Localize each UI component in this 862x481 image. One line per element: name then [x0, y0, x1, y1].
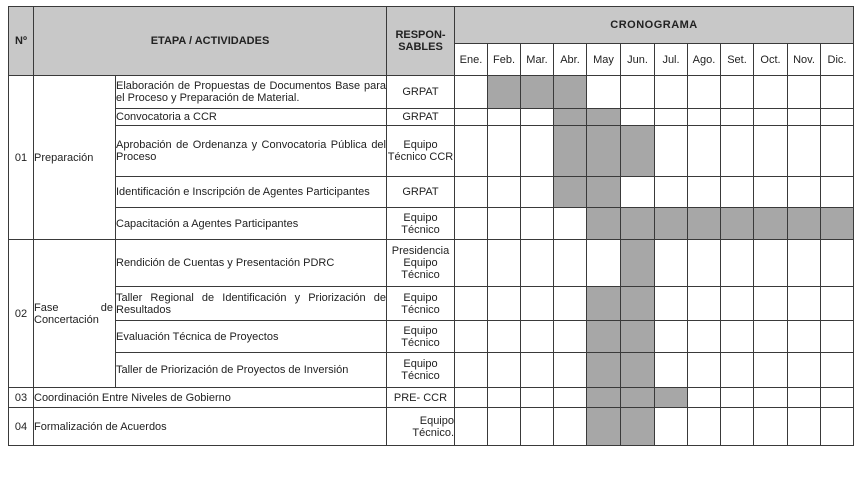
activity-text: Convocatoria a CCR — [116, 109, 387, 126]
schedule-cell — [754, 126, 788, 177]
month-header-9: Set. — [721, 44, 754, 76]
schedule-cell — [788, 353, 821, 388]
month-header-4: Abr. — [554, 44, 587, 76]
schedule-cell — [788, 76, 821, 109]
schedule-cell — [455, 388, 488, 408]
responsible: Equipo Técnico — [387, 353, 455, 388]
schedule-cell — [688, 240, 721, 287]
schedule-cell-active — [554, 109, 587, 126]
schedule-cell-active — [655, 208, 688, 240]
schedule-cell — [554, 287, 587, 321]
schedule-cell-active — [587, 321, 621, 353]
schedule-cell — [488, 321, 521, 353]
schedule-cell — [488, 353, 521, 388]
schedule-cell-active — [621, 287, 655, 321]
schedule-cell — [455, 76, 488, 109]
schedule-cell — [455, 177, 488, 208]
activity-text: Capacitación a Agentes Participantes — [116, 208, 387, 240]
schedule-cell — [621, 76, 655, 109]
month-header-7: Jul. — [655, 44, 688, 76]
schedule-cell — [688, 126, 721, 177]
schedule-cell-active — [621, 353, 655, 388]
schedule-cell — [554, 388, 587, 408]
schedule-cell — [655, 177, 688, 208]
schedule-cell — [821, 126, 854, 177]
schedule-cell-active — [554, 126, 587, 177]
schedule-cell-active — [754, 208, 788, 240]
schedule-cell — [821, 287, 854, 321]
stage-number: 03 — [9, 388, 34, 408]
schedule-cell — [521, 177, 554, 208]
schedule-cell — [721, 321, 754, 353]
header-num: Nº — [9, 7, 34, 76]
schedule-cell — [688, 177, 721, 208]
schedule-body — [9, 76, 854, 446]
header-resp-line1: RESPON- — [395, 29, 446, 41]
schedule-cell — [655, 321, 688, 353]
schedule-cell — [554, 240, 587, 287]
schedule-cell — [488, 388, 521, 408]
schedule-cell — [521, 388, 554, 408]
schedule-cell-active — [621, 208, 655, 240]
schedule-cell-active — [821, 208, 854, 240]
schedule-cell — [721, 388, 754, 408]
schedule-cell — [488, 287, 521, 321]
schedule-cell — [655, 76, 688, 109]
schedule-cell — [721, 109, 754, 126]
schedule-cell — [488, 109, 521, 126]
schedule-cell — [754, 388, 788, 408]
schedule-cell-active — [621, 321, 655, 353]
stage-row — [9, 388, 854, 408]
schedule-cell — [821, 240, 854, 287]
schedule-cell — [455, 353, 488, 388]
stage-name: Formalización de Acuerdos — [34, 408, 387, 446]
schedule-cell — [455, 240, 488, 287]
schedule-cell — [488, 177, 521, 208]
schedule-cell-active — [621, 126, 655, 177]
schedule-cell-active — [587, 408, 621, 446]
schedule-cell — [554, 321, 587, 353]
month-header-3: Mar. — [521, 44, 554, 76]
schedule-cell — [488, 408, 521, 446]
schedule-cell — [721, 177, 754, 208]
activity-text: Taller Regional de Identificación y Priorización de Resultados — [116, 287, 387, 321]
stage-number: 02 — [9, 240, 34, 388]
month-header-12: Dic. — [821, 44, 854, 76]
schedule-cell — [688, 321, 721, 353]
schedule-cell — [455, 287, 488, 321]
responsible: GRPAT — [387, 76, 455, 109]
schedule-cell — [821, 321, 854, 353]
schedule-cell — [688, 408, 721, 446]
activity-row — [9, 109, 854, 126]
month-header-1: Ene. — [455, 44, 488, 76]
month-header-11: Nov. — [788, 44, 821, 76]
schedule-cell — [488, 240, 521, 287]
schedule-cell — [788, 177, 821, 208]
schedule-cell — [655, 109, 688, 126]
activity-row — [9, 208, 854, 240]
schedule-cell-active — [587, 208, 621, 240]
stage-number: 04 — [9, 408, 34, 446]
header-etapa: ETAPA / ACTIVIDADES — [34, 7, 387, 76]
schedule-cell — [688, 353, 721, 388]
responsible: GRPAT — [387, 109, 455, 126]
header-cronograma: CRONOGRAMA — [455, 7, 854, 44]
month-header-10: Oct. — [754, 44, 788, 76]
schedule-cell — [721, 76, 754, 109]
schedule-cell-active — [587, 126, 621, 177]
schedule-cell — [754, 109, 788, 126]
activity-text: Elaboración de Propuestas de Documentos Base para el Proceso y Preparación de Material. — [116, 76, 387, 109]
schedule-cell — [754, 76, 788, 109]
schedule-cell-active — [621, 240, 655, 287]
activity-text: Taller de Priorización de Proyectos de Inversión — [116, 353, 387, 388]
schedule-cell — [521, 408, 554, 446]
stage-name: Fase de Concertación — [34, 240, 116, 388]
month-header-6: Jun. — [621, 44, 655, 76]
schedule-cell — [621, 109, 655, 126]
schedule-cell — [721, 126, 754, 177]
schedule-cell — [455, 109, 488, 126]
schedule-cell — [655, 408, 688, 446]
schedule-cell — [655, 353, 688, 388]
schedule-cell — [788, 126, 821, 177]
schedule-cell-active — [554, 177, 587, 208]
schedule-cell — [821, 388, 854, 408]
schedule-cell — [655, 287, 688, 321]
activity-row — [9, 321, 854, 353]
schedule-cell — [521, 240, 554, 287]
schedule-cell — [455, 408, 488, 446]
schedule-cell — [554, 208, 587, 240]
stage-number: 01 — [9, 76, 34, 240]
schedule-cell — [788, 321, 821, 353]
schedule-cell — [754, 287, 788, 321]
schedule-cell — [754, 353, 788, 388]
activity-text: Rendición de Cuentas y Presentación PDRC — [116, 240, 387, 287]
schedule-cell — [788, 109, 821, 126]
header-responsables — [387, 7, 455, 76]
schedule-cell — [621, 177, 655, 208]
activity-row — [9, 240, 854, 287]
schedule-cell — [688, 109, 721, 126]
schedule-cell — [455, 208, 488, 240]
schedule-cell — [521, 109, 554, 126]
schedule-cell — [488, 126, 521, 177]
schedule-cell — [754, 240, 788, 287]
schedule-cell — [521, 287, 554, 321]
schedule-cell-active — [587, 287, 621, 321]
month-header-5: May — [587, 44, 621, 76]
activity-text: Identificación e Inscripción de Agentes Participantes — [116, 177, 387, 208]
schedule-cell — [821, 408, 854, 446]
schedule-cell — [788, 240, 821, 287]
responsible: Presidencia Equipo Técnico — [387, 240, 455, 287]
schedule-cell-active — [488, 76, 521, 109]
schedule-cell — [788, 287, 821, 321]
activity-row — [9, 177, 854, 208]
schedule-cell — [821, 76, 854, 109]
stage-name: Coordinación Entre Niveles de Gobierno — [34, 388, 387, 408]
schedule-table — [8, 6, 854, 446]
schedule-cell — [587, 76, 621, 109]
activity-row — [9, 287, 854, 321]
schedule-cell — [788, 408, 821, 446]
schedule-cell — [754, 408, 788, 446]
header-resp-line2: SABLES — [398, 41, 443, 53]
activity-row — [9, 353, 854, 388]
schedule-cell — [521, 126, 554, 177]
schedule-cell-active — [688, 208, 721, 240]
responsible: Equipo Técnico — [387, 321, 455, 353]
schedule-cell-active — [587, 388, 621, 408]
schedule-cell-active — [587, 353, 621, 388]
responsible: PRE- CCR — [387, 388, 455, 408]
schedule-cell — [721, 240, 754, 287]
schedule-cell-active — [554, 76, 587, 109]
schedule-cell-active — [521, 76, 554, 109]
schedule-cell — [754, 321, 788, 353]
schedule-cell — [754, 177, 788, 208]
schedule-cell — [521, 353, 554, 388]
schedule-cell — [688, 287, 721, 321]
schedule-cell — [455, 321, 488, 353]
responsible: Equipo Técnico. — [387, 408, 455, 446]
schedule-cell — [721, 408, 754, 446]
activity-row — [9, 126, 854, 177]
schedule-cell-active — [788, 208, 821, 240]
schedule-cell-active — [587, 177, 621, 208]
schedule-cell — [521, 321, 554, 353]
responsible: Equipo Técnico — [387, 287, 455, 321]
schedule-cell — [788, 388, 821, 408]
schedule-cell — [455, 126, 488, 177]
month-header-8: Ago. — [688, 44, 721, 76]
schedule-cell-active — [721, 208, 754, 240]
schedule-cell — [821, 353, 854, 388]
stage-row — [9, 408, 854, 446]
schedule-cell — [688, 76, 721, 109]
schedule-cell — [655, 126, 688, 177]
schedule-cell — [821, 177, 854, 208]
activity-text: Aprobación de Ordenanza y Convocatoria Pública del Proceso — [116, 126, 387, 177]
schedule-cell — [488, 208, 521, 240]
responsible: Equipo Técnico — [387, 208, 455, 240]
schedule-cell — [688, 388, 721, 408]
schedule-cell-active — [621, 388, 655, 408]
activity-text: Evaluación Técnica de Proyectos — [116, 321, 387, 353]
schedule-cell — [554, 353, 587, 388]
schedule-cell — [587, 240, 621, 287]
responsible: Equipo Técnico CCR — [387, 126, 455, 177]
stage-name: Preparación — [34, 76, 116, 240]
schedule-cell — [554, 408, 587, 446]
schedule-cell — [721, 353, 754, 388]
schedule-cell — [821, 109, 854, 126]
activity-row — [9, 76, 854, 109]
month-header-2: Feb. — [488, 44, 521, 76]
responsible: GRPAT — [387, 177, 455, 208]
schedule-cell — [655, 240, 688, 287]
schedule-cell — [521, 208, 554, 240]
schedule-cell — [721, 287, 754, 321]
schedule-cell-active — [621, 408, 655, 446]
schedule-cell-active — [655, 388, 688, 408]
schedule-cell-active — [587, 109, 621, 126]
